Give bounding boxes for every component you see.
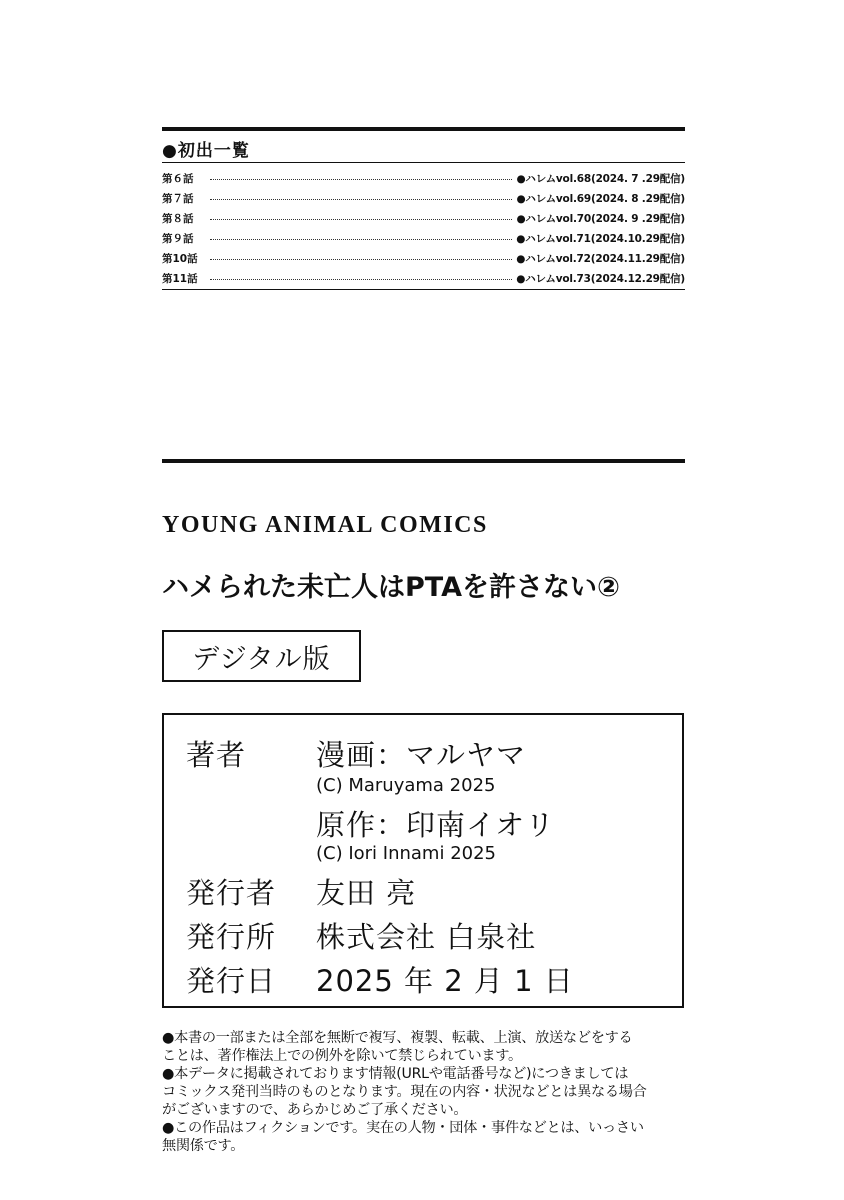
list-item xyxy=(162,248,685,268)
dot-leader xyxy=(210,179,512,180)
publisher-name: 友田 亮 xyxy=(316,876,417,910)
episode-label: 第９話 xyxy=(162,232,194,245)
author-label: 著者 xyxy=(186,738,247,772)
publisher-label: 発行者 xyxy=(186,876,277,910)
legal-notes xyxy=(162,1029,702,1155)
list-item xyxy=(162,208,685,228)
dot-leader xyxy=(210,259,512,260)
title-underline xyxy=(162,162,685,163)
list-item xyxy=(162,168,685,188)
episode-label: 第７話 xyxy=(162,192,194,205)
publish-date: 2025 年 2 月 1 日 xyxy=(316,964,574,998)
episode-label: 第６話 xyxy=(162,172,194,185)
source-label: ●ハレムvol.72(2024.11.29配信) xyxy=(516,252,685,265)
note-line: ●この作品はフィクションです。実在の人物・団体・事件などとは、いっさい xyxy=(162,1120,644,1136)
original-copyright: (C) Iori Innami 2025 xyxy=(316,843,496,864)
publishing-house-name: 株式会社 白泉社 xyxy=(316,920,537,954)
original-credit: 原作：印南イオリ xyxy=(316,808,556,842)
episode-label: 第10話 xyxy=(162,252,198,265)
note-line: ●本データに掲載されております情報(URLや電話番号など)につきましては xyxy=(162,1066,629,1082)
note-line: がございますので、あらかじめご了承ください。 xyxy=(162,1102,468,1118)
first-appearance-title: ●初出一覧 xyxy=(162,141,250,161)
edition-badge xyxy=(162,630,361,682)
series-name: YOUNG ANIMAL COMICS xyxy=(162,512,488,538)
list-bottom-rule xyxy=(162,289,685,290)
source-label: ●ハレムvol.70(2024. 9 .29配信) xyxy=(516,212,685,225)
source-label: ●ハレムvol.73(2024.12.29配信) xyxy=(516,272,685,285)
note-line: ●本書の一部または全部を無断で複写、複製、転載、上演、放送などをする xyxy=(162,1030,633,1046)
credits-box xyxy=(162,713,684,1008)
note-line: コミックス発刊当時のものとなります。現在の内容・状況などとは異なる場合 xyxy=(162,1084,647,1100)
top-rule xyxy=(162,127,685,131)
dot-leader xyxy=(210,239,512,240)
date-label: 発行日 xyxy=(186,964,277,998)
source-label: ●ハレムvol.68(2024. 7 .29配信) xyxy=(516,172,685,185)
first-appearance-list xyxy=(162,168,685,288)
dot-leader xyxy=(210,279,512,280)
source-label: ●ハレムvol.71(2024.10.29配信) xyxy=(516,232,685,245)
note-line: 無関係です。 xyxy=(162,1138,245,1154)
publishing-house-label: 発行所 xyxy=(186,920,277,954)
manga-copyright: (C) Maruyama 2025 xyxy=(316,775,496,796)
edition-label: デジタル版 xyxy=(192,643,331,675)
note-line: ことは、著作権法上での例外を除いて禁じられています。 xyxy=(162,1048,522,1064)
imprint-rule xyxy=(162,459,685,463)
list-item xyxy=(162,268,685,288)
list-item xyxy=(162,228,685,248)
manga-credit: 漫画：マルヤマ xyxy=(316,738,527,772)
episode-label: 第11話 xyxy=(162,272,198,285)
list-item xyxy=(162,188,685,208)
source-label: ●ハレムvol.69(2024. 8 .29配信) xyxy=(516,192,685,205)
book-title: ハメられた未亡人はPTAを許さない② xyxy=(162,572,620,603)
dot-leader xyxy=(210,219,512,220)
dot-leader xyxy=(210,199,512,200)
episode-label: 第８話 xyxy=(162,212,194,225)
